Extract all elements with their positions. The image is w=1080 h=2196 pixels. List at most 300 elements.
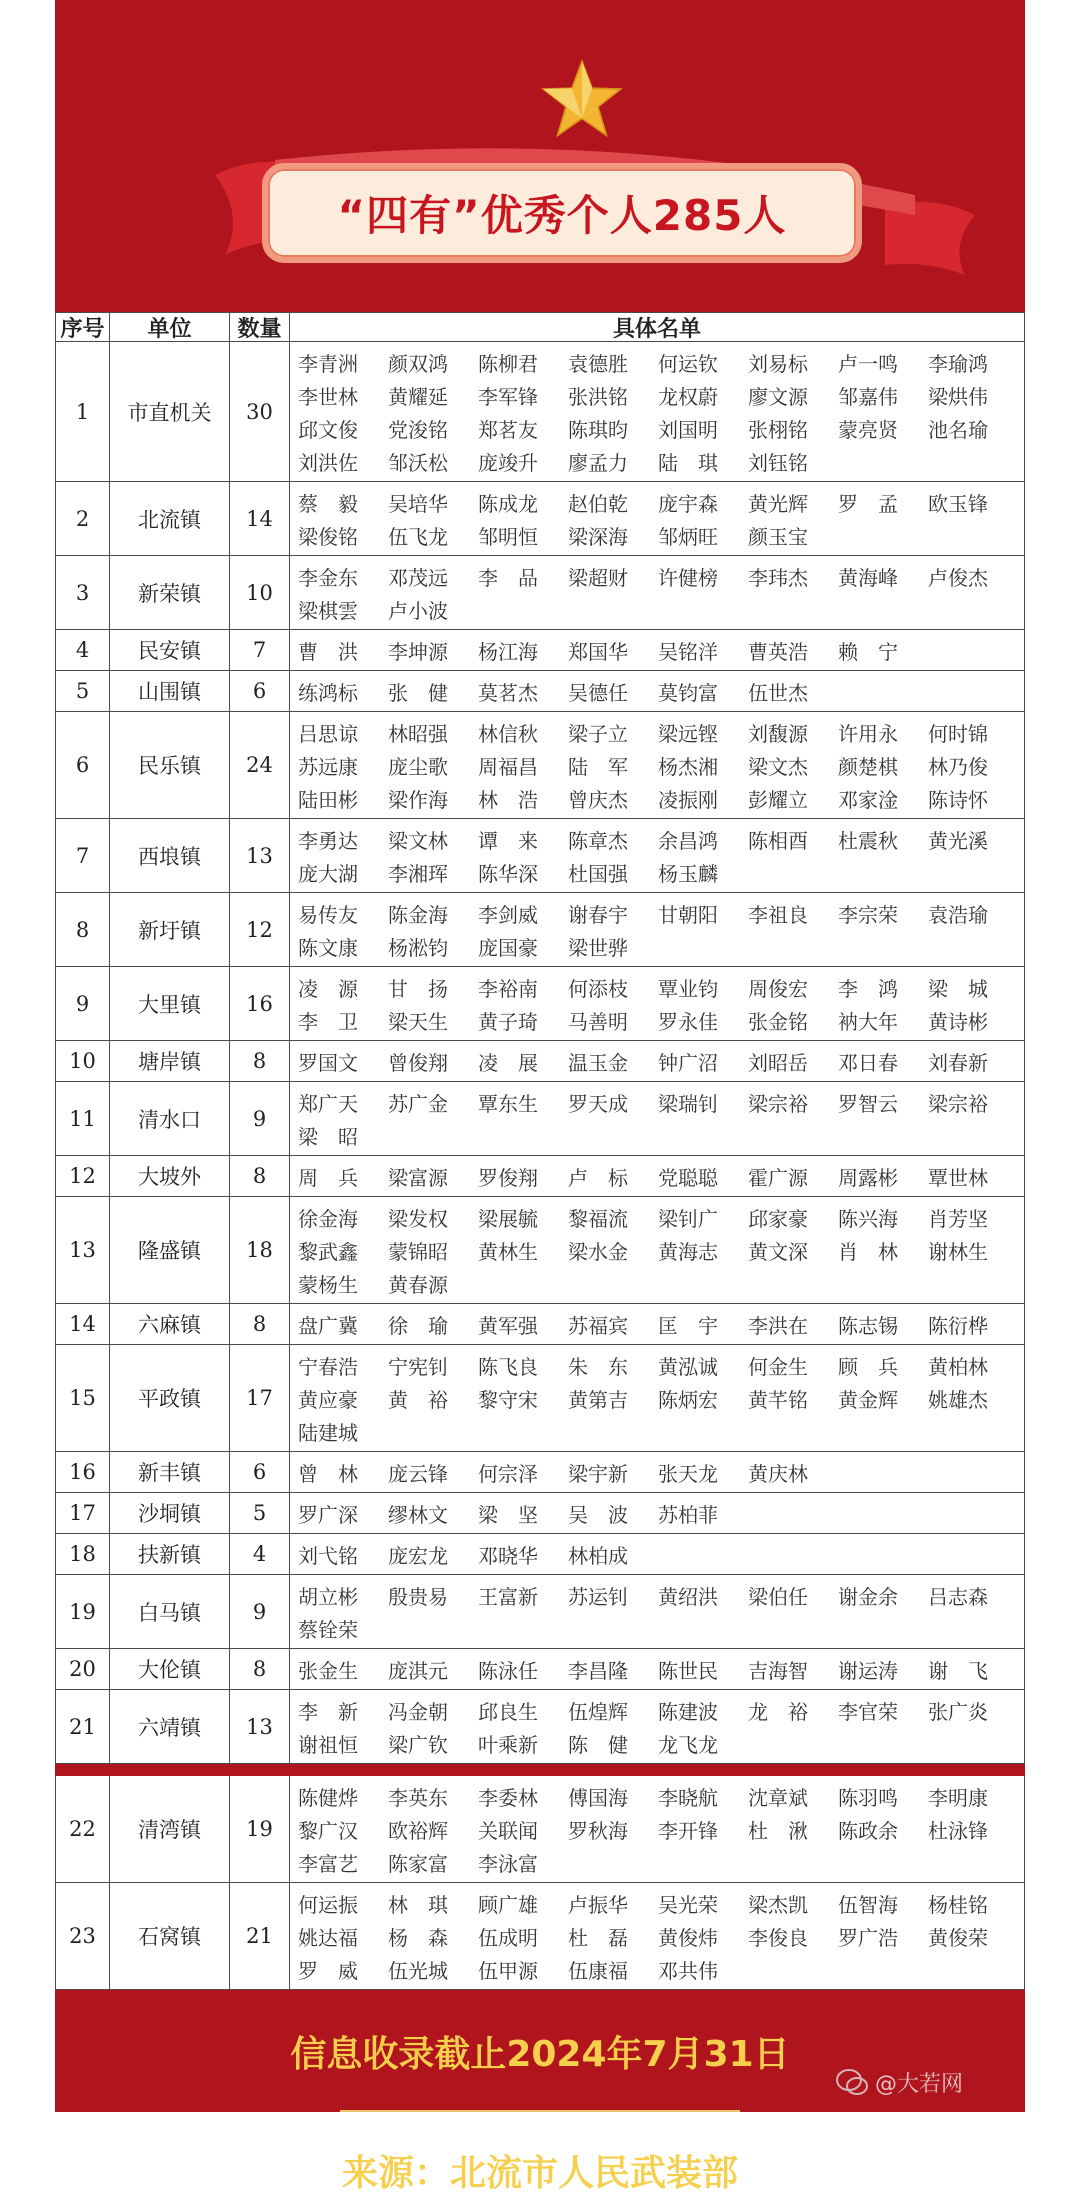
row-count: 8: [230, 1041, 290, 1082]
row-unit: 新圩镇: [110, 893, 230, 967]
person-name: 姚达福: [298, 1925, 358, 1950]
row-unit: 六靖镇: [110, 1690, 230, 1764]
person-name: 霍广源: [748, 1165, 808, 1190]
person-name: 谢春宇: [568, 902, 628, 927]
person-name: 李晓航: [658, 1785, 718, 1810]
row-names: [290, 1575, 1025, 1649]
row-count: 6: [230, 1452, 290, 1493]
person-name: 卢振华: [568, 1892, 628, 1917]
header-count: 数量: [230, 312, 290, 342]
person-name: 曹英浩: [748, 639, 808, 664]
person-name: 黄金辉: [838, 1387, 898, 1412]
header-index: 序号: [55, 312, 110, 342]
row-names: [290, 1493, 1025, 1534]
row-index: 15: [55, 1345, 110, 1452]
row-count: 8: [230, 1649, 290, 1690]
names-line: [298, 1234, 1024, 1267]
person-name: 邱良生: [478, 1699, 538, 1724]
row-names: [290, 482, 1025, 556]
person-name: 黄子琦: [478, 1009, 538, 1034]
names-list: [298, 486, 1024, 552]
names-list: [298, 1349, 1024, 1448]
person-name: 杜国强: [568, 861, 628, 886]
row-names: [290, 342, 1025, 482]
person-name: 伍智海: [838, 1892, 898, 1917]
person-name: 卢小波: [388, 598, 448, 623]
names-line: [298, 1045, 1024, 1078]
names-line: [298, 716, 1024, 749]
person-name: 邹嘉伟: [838, 384, 898, 409]
row-names: [290, 1534, 1025, 1575]
row-index: 17: [55, 1493, 110, 1534]
names-line: [298, 1780, 1024, 1813]
names-list: [298, 1160, 1024, 1193]
person-name: 李洪在: [748, 1313, 808, 1338]
person-name: 苏福宾: [568, 1313, 628, 1338]
person-name: 李俊良: [748, 1925, 808, 1950]
person-name: 郑广天: [298, 1091, 358, 1116]
page-title: “四有”优秀个人285人: [337, 191, 787, 240]
row-index: 23: [55, 1883, 110, 1990]
row-names: [290, 671, 1025, 712]
person-name: 张栩铭: [748, 417, 808, 442]
person-name: 黎福流: [568, 1206, 628, 1231]
person-name: 吴光荣: [658, 1892, 718, 1917]
person-name: 龙飞龙: [658, 1732, 718, 1757]
person-name: 肖 林: [838, 1239, 898, 1264]
person-name: 李玮杰: [748, 565, 808, 590]
names-line: [298, 1308, 1024, 1341]
names-list: [298, 1887, 1024, 1986]
person-name: 罗广深: [298, 1502, 358, 1527]
row-unit: 民乐镇: [110, 712, 230, 819]
person-name: 叶乘新: [478, 1732, 538, 1757]
names-line: [298, 1813, 1024, 1846]
header-unit: 单位: [110, 312, 230, 342]
person-name: 温玉金: [568, 1050, 628, 1075]
names-line: [298, 897, 1024, 930]
names-list: [298, 634, 1024, 667]
names-line: [298, 1497, 1024, 1530]
person-name: 黄应豪: [298, 1387, 358, 1412]
person-name: 关联闻: [478, 1818, 538, 1843]
person-name: 伍光城: [388, 1958, 448, 1983]
person-name: 梁烘伟: [928, 384, 988, 409]
person-name: 蔡铨荣: [298, 1617, 358, 1642]
names-list: [298, 716, 1024, 815]
person-name: 梁水金: [568, 1239, 628, 1264]
person-name: 廖孟力: [568, 450, 628, 475]
person-name: 林 浩: [478, 787, 538, 812]
person-name: 梁 昭: [298, 1124, 358, 1149]
person-name: 黄芊铭: [748, 1387, 808, 1412]
person-name: 谢 飞: [928, 1658, 988, 1683]
names-line: [298, 1349, 1024, 1382]
person-name: 黄文深: [748, 1239, 808, 1264]
person-name: 陈诗怀: [928, 787, 988, 812]
person-name: 周福昌: [478, 754, 538, 779]
row-names: [290, 1452, 1025, 1493]
row-count: 4: [230, 1534, 290, 1575]
row-unit: 北流镇: [110, 482, 230, 556]
person-name: 马善明: [568, 1009, 628, 1034]
person-name: 卢 标: [568, 1165, 628, 1190]
person-name: 凌 展: [478, 1050, 538, 1075]
row-index: 19: [55, 1575, 110, 1649]
person-name: 蒙杨生: [298, 1272, 358, 1297]
person-name: 苏柏菲: [658, 1502, 718, 1527]
person-name: 张金生: [298, 1658, 358, 1683]
person-name: 覃业钧: [658, 976, 718, 1001]
person-name: 谢林生: [928, 1239, 988, 1264]
footer-divider: [340, 2110, 740, 2112]
person-name: 颜双鸿: [388, 351, 448, 376]
row-count: 24: [230, 712, 290, 819]
names-line: [298, 1267, 1024, 1300]
row-index: 13: [55, 1197, 110, 1304]
person-name: 陈羽鸣: [838, 1785, 898, 1810]
row-count: 7: [230, 630, 290, 671]
person-name: 王富新: [478, 1584, 538, 1609]
person-name: 陈 健: [568, 1732, 628, 1757]
person-name: 陈家富: [388, 1851, 448, 1876]
person-name: 曾庆杰: [568, 787, 628, 812]
person-name: 缪林文: [388, 1502, 448, 1527]
names-line: [298, 1415, 1024, 1448]
person-name: 邹沃松: [388, 450, 448, 475]
person-name: 李勇达: [298, 828, 358, 853]
person-name: 梁超财: [568, 565, 628, 590]
star-icon: [540, 58, 624, 142]
row-index: 11: [55, 1082, 110, 1156]
row-index: 18: [55, 1534, 110, 1575]
person-name: 蒙锦昭: [388, 1239, 448, 1264]
person-name: 龙 裕: [748, 1699, 808, 1724]
person-name: 黎武鑫: [298, 1239, 358, 1264]
names-list: [298, 1538, 1024, 1571]
person-name: 李宗荣: [838, 902, 898, 927]
person-name: 庞淇元: [388, 1658, 448, 1683]
honor-roll-table: [55, 312, 1025, 1990]
person-name: 徐金海: [298, 1206, 358, 1231]
row-unit: 民安镇: [110, 630, 230, 671]
names-list: [298, 1497, 1024, 1530]
person-name: 梁瑞钊: [658, 1091, 718, 1116]
row-count: 8: [230, 1304, 290, 1345]
names-list: [298, 675, 1024, 708]
person-name: 莫钧富: [658, 680, 718, 705]
row-count: 18: [230, 1197, 290, 1304]
person-name: 张洪铭: [568, 384, 628, 409]
row-count: 9: [230, 1575, 290, 1649]
person-name: 伍煌辉: [568, 1699, 628, 1724]
header: [55, 0, 1025, 312]
person-name: 李 新: [298, 1699, 358, 1724]
person-name: 刘馥源: [748, 721, 808, 746]
person-name: 陈世民: [658, 1658, 718, 1683]
person-name: 李世林: [298, 384, 358, 409]
person-name: 陈金海: [388, 902, 448, 927]
person-name: 许健榜: [658, 565, 718, 590]
person-name: 陈相酉: [748, 828, 808, 853]
names-line: [298, 412, 1024, 445]
person-name: 杜 磊: [568, 1925, 628, 1950]
row-index: 10: [55, 1041, 110, 1082]
names-list: [298, 560, 1024, 626]
person-name: 庞宇森: [658, 491, 718, 516]
row-index: 9: [55, 967, 110, 1041]
person-name: 李金东: [298, 565, 358, 590]
person-name: 陈建波: [658, 1699, 718, 1724]
person-name: 练鸿标: [298, 680, 358, 705]
person-name: 郑茗友: [478, 417, 538, 442]
row-count: 13: [230, 1690, 290, 1764]
row-unit: 市直机关: [110, 342, 230, 482]
row-names: [290, 1197, 1025, 1304]
person-name: 刘春新: [928, 1050, 988, 1075]
header-names: 具体名单: [290, 312, 1025, 342]
person-name: 刘弋铭: [298, 1543, 358, 1568]
person-name: 朱 东: [568, 1354, 628, 1379]
names-line: [298, 1579, 1024, 1612]
person-name: 傅国海: [568, 1785, 628, 1810]
person-name: 黎广汉: [298, 1818, 358, 1843]
person-name: 党浚铭: [388, 417, 448, 442]
person-name: 陈衍桦: [928, 1313, 988, 1338]
row-names: [290, 556, 1025, 630]
names-list: [298, 1308, 1024, 1341]
person-name: 肖芳坚: [928, 1206, 988, 1231]
names-line: [298, 1201, 1024, 1234]
names-line: [298, 1086, 1024, 1119]
person-name: 廖文源: [748, 384, 808, 409]
row-names: [290, 1649, 1025, 1690]
row-names: [290, 1156, 1025, 1197]
row-index: 14: [55, 1304, 110, 1345]
names-line: [298, 519, 1024, 552]
names-line: [298, 486, 1024, 519]
row-unit: 大坡外: [110, 1156, 230, 1197]
person-name: 黄俊荣: [928, 1925, 988, 1950]
person-name: 周露彬: [838, 1165, 898, 1190]
person-name: 梁展毓: [478, 1206, 538, 1231]
person-name: 苏广金: [388, 1091, 448, 1116]
person-name: 邓共伟: [658, 1958, 718, 1983]
row-names: [290, 1082, 1025, 1156]
names-line: [298, 749, 1024, 782]
person-name: 刘洪佐: [298, 450, 358, 475]
row-names: [290, 1883, 1025, 1990]
person-name: 党聪聪: [658, 1165, 718, 1190]
person-name: 吴德任: [568, 680, 628, 705]
person-name: 杨杰湘: [658, 754, 718, 779]
person-name: 李坤源: [388, 639, 448, 664]
row-count: 17: [230, 1345, 290, 1452]
person-name: 刘昭岳: [748, 1050, 808, 1075]
person-name: 陈成龙: [478, 491, 538, 516]
person-name: 罗俊翔: [478, 1165, 538, 1190]
person-name: 刘国明: [658, 417, 718, 442]
person-name: 杜 湫: [748, 1818, 808, 1843]
person-name: 徐 瑜: [388, 1313, 448, 1338]
person-name: 凌 源: [298, 976, 358, 1001]
person-name: 欧裕辉: [388, 1818, 448, 1843]
person-name: 伍康福: [568, 1958, 628, 1983]
row-count: 16: [230, 967, 290, 1041]
person-name: 陈炳宏: [658, 1387, 718, 1412]
person-name: 宁宪钊: [388, 1354, 448, 1379]
person-name: 梁广钦: [388, 1732, 448, 1757]
person-name: 谢金余: [838, 1584, 898, 1609]
person-name: 伍甲源: [478, 1958, 538, 1983]
person-name: 刘钰铭: [748, 450, 808, 475]
person-name: 李明康: [928, 1785, 988, 1810]
person-name: 彭耀立: [748, 787, 808, 812]
person-name: 梁文林: [388, 828, 448, 853]
person-name: 罗国文: [298, 1050, 358, 1075]
person-name: 李官荣: [838, 1699, 898, 1724]
person-name: 杜泳锋: [928, 1818, 988, 1843]
names-list: [298, 823, 1024, 889]
person-name: 李昌隆: [568, 1658, 628, 1683]
row-unit: 白马镇: [110, 1575, 230, 1649]
names-line: [298, 675, 1024, 708]
person-name: 罗 威: [298, 1958, 358, 1983]
names-list: [298, 1780, 1024, 1879]
person-name: 黄林生: [478, 1239, 538, 1264]
person-name: 陆 军: [568, 754, 628, 779]
person-name: 林 琪: [388, 1892, 448, 1917]
row-unit: 六麻镇: [110, 1304, 230, 1345]
person-name: 张金铭: [748, 1009, 808, 1034]
person-name: 吴 波: [568, 1502, 628, 1527]
person-name: 姚雄杰: [928, 1387, 988, 1412]
person-name: 衲大年: [838, 1009, 898, 1034]
row-unit: 隆盛镇: [110, 1197, 230, 1304]
person-name: 余昌鸿: [658, 828, 718, 853]
person-name: 黄绍洪: [658, 1584, 718, 1609]
names-list: [298, 1456, 1024, 1489]
person-name: 何时锦: [928, 721, 988, 746]
row-count: 12: [230, 893, 290, 967]
person-name: 黄柏林: [928, 1354, 988, 1379]
person-name: 李 鸿: [838, 976, 898, 1001]
names-line: [298, 445, 1024, 478]
person-name: 曾 林: [298, 1461, 358, 1486]
person-name: 何宗泽: [478, 1461, 538, 1486]
names-line: [298, 971, 1024, 1004]
row-index: 4: [55, 630, 110, 671]
person-name: 邓茂远: [388, 565, 448, 590]
person-name: 谭 来: [478, 828, 538, 853]
row-index: 2: [55, 482, 110, 556]
person-name: 曹 洪: [298, 639, 358, 664]
person-name: 邱文俊: [298, 417, 358, 442]
row-index: 20: [55, 1649, 110, 1690]
person-name: 顾广雄: [478, 1892, 538, 1917]
person-name: 李英东: [388, 1785, 448, 1810]
names-line: [298, 1846, 1024, 1879]
person-name: 梁子立: [568, 721, 628, 746]
row-unit: 平政镇: [110, 1345, 230, 1452]
person-name: 胡立彬: [298, 1584, 358, 1609]
names-line: [298, 379, 1024, 412]
row-index: 16: [55, 1452, 110, 1493]
row-index: 22: [55, 1776, 110, 1883]
names-line: [298, 1538, 1024, 1571]
person-name: 梁文杰: [748, 754, 808, 779]
person-name: 罗天成: [568, 1091, 628, 1116]
names-line: [298, 1694, 1024, 1727]
person-name: 庞竣升: [478, 450, 538, 475]
person-name: 黎守宋: [478, 1387, 538, 1412]
person-name: 苏运钊: [568, 1584, 628, 1609]
names-line: [298, 1727, 1024, 1760]
person-name: 宁春浩: [298, 1354, 358, 1379]
person-name: 邓日春: [838, 1050, 898, 1075]
person-name: 庞国豪: [478, 935, 538, 960]
person-name: 吉海智: [748, 1658, 808, 1683]
person-name: 谢运涛: [838, 1658, 898, 1683]
person-name: 赖 宁: [838, 639, 898, 664]
row-count: 5: [230, 1493, 290, 1534]
person-name: 吕志森: [928, 1584, 988, 1609]
deadline-text: 信息收录截止2024年7月31日: [290, 2034, 790, 2075]
person-name: 甘 扬: [388, 976, 448, 1001]
person-name: 杨江海: [478, 639, 538, 664]
names-line: [298, 1456, 1024, 1489]
person-name: 陆田彬: [298, 787, 358, 812]
row-names: [290, 1304, 1025, 1345]
person-name: 赵伯乾: [568, 491, 628, 516]
person-name: 黄俊炜: [658, 1925, 718, 1950]
person-name: 黄第吉: [568, 1387, 628, 1412]
names-line: [298, 1653, 1024, 1686]
person-name: 卢一鸣: [838, 351, 898, 376]
person-name: 梁 坚: [478, 1502, 538, 1527]
row-index: 21: [55, 1690, 110, 1764]
person-name: 庞尘歌: [388, 754, 448, 779]
person-name: 陈泳任: [478, 1658, 538, 1683]
names-list: [298, 971, 1024, 1037]
person-name: 吕思谅: [298, 721, 358, 746]
person-name: 罗 孟: [838, 491, 898, 516]
person-name: 李富艺: [298, 1851, 358, 1876]
person-name: 黄海峰: [838, 565, 898, 590]
person-name: 杨桂铭: [928, 1892, 988, 1917]
person-name: 李 卫: [298, 1009, 358, 1034]
row-count: 30: [230, 342, 290, 482]
row-names: [290, 819, 1025, 893]
person-name: 冯金朝: [388, 1699, 448, 1724]
row-unit: 新丰镇: [110, 1452, 230, 1493]
person-name: 陈琪昀: [568, 417, 628, 442]
person-name: 欧玉锋: [928, 491, 988, 516]
row-unit: 大伦镇: [110, 1649, 230, 1690]
row-unit: 扶新镇: [110, 1534, 230, 1575]
row-count: 19: [230, 1776, 290, 1883]
person-name: 梁宗裕: [748, 1091, 808, 1116]
row-names: [290, 630, 1025, 671]
person-name: 罗秋海: [568, 1818, 628, 1843]
person-name: 袁德胜: [568, 351, 628, 376]
person-name: 颜玉宝: [748, 524, 808, 549]
row-unit: 清湾镇: [110, 1776, 230, 1883]
person-name: 何添枝: [568, 976, 628, 1001]
person-name: 黄泓诚: [658, 1354, 718, 1379]
person-name: 覃世林: [928, 1165, 988, 1190]
person-name: 周俊宏: [748, 976, 808, 1001]
